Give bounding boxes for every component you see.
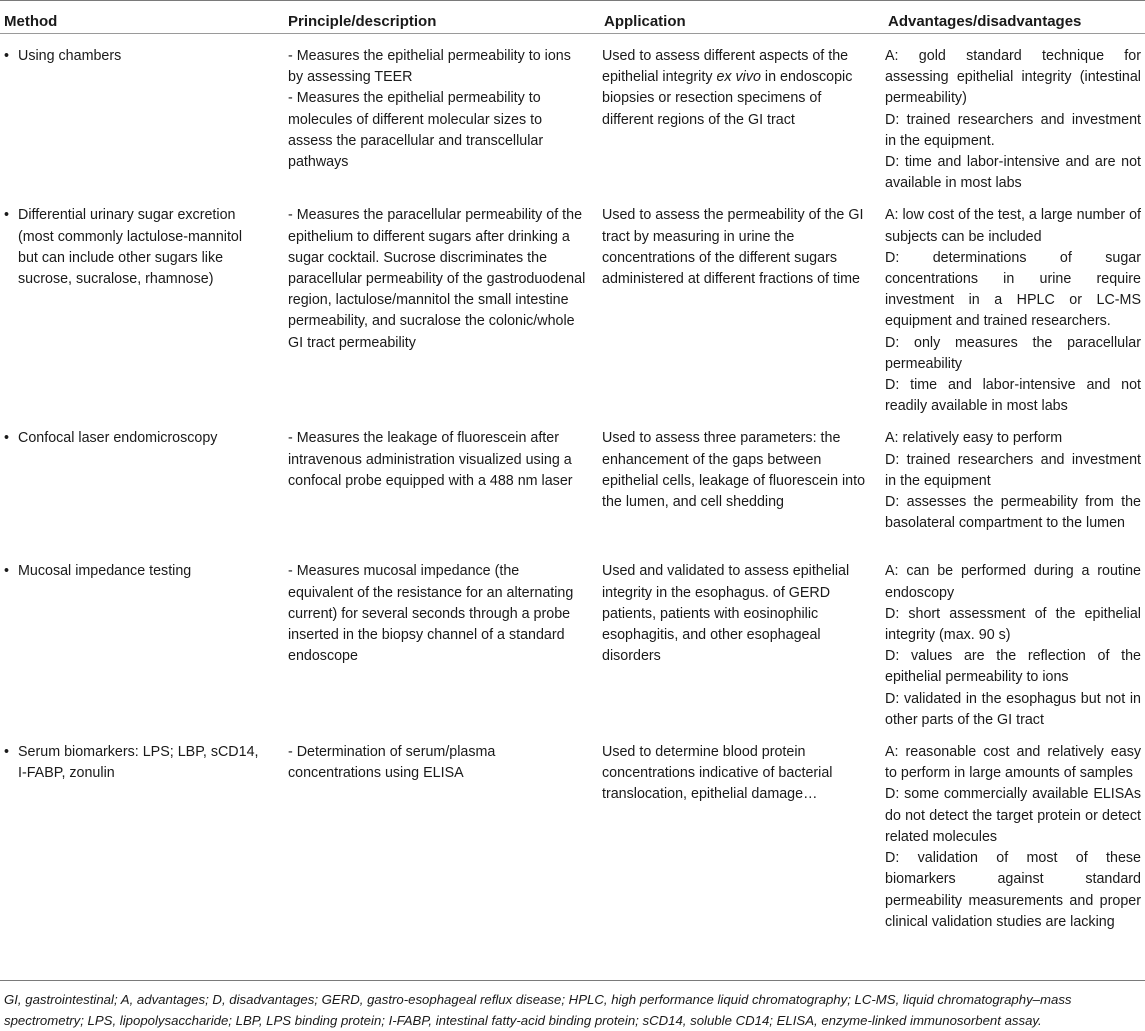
application-text: Used to assess the permeability of the GI tract by measuring in urine the concentrations of the different sugars administered at different fractions of time <box>602 207 864 288</box>
application-cell <box>600 550 884 731</box>
principle-cell <box>284 194 600 417</box>
header-application: Application <box>600 1 884 34</box>
method-cell <box>0 550 284 731</box>
application-cell <box>600 417 884 550</box>
method-text: Differential urinary sugar excretion (most commonly lactulose-mannitol but can include other sugars like sucrose, sucralose, rhamnose) <box>18 207 243 288</box>
method-cell <box>0 34 284 195</box>
advantages-cell <box>884 417 1145 550</box>
method-cell <box>0 417 284 550</box>
bullet-marker: • <box>4 48 10 64</box>
table-row <box>0 550 1145 731</box>
application-text: Used and validated to assess epithelial integrity in the esophagus. of GERD patients, patients with eosinophilic esophagitis, and other esophageal disorders <box>602 563 850 665</box>
principle-cell <box>284 417 600 550</box>
principle-cell <box>284 34 600 195</box>
disadvantage-item: D: assesses the permeability from the basolateral compartment to the lumen <box>885 494 1141 532</box>
application-cell <box>600 731 884 971</box>
table-row <box>0 417 1145 550</box>
advantages-cell <box>884 34 1145 195</box>
disadvantage-item: D: short assessment of the epithelial integrity (max. 90 s) <box>885 605 1141 644</box>
header-method: Method <box>0 1 284 34</box>
advantage-item: A: low cost of the test, a large number of subjects can be included <box>885 207 1141 245</box>
method-text: Serum biomarkers: LPS; LBP, sCD14, I-FABP, zonulin <box>18 744 259 782</box>
bullet-marker: • <box>4 563 10 580</box>
disadvantage-item: D: only measures the paracellular permeability <box>885 334 1141 372</box>
bullet-marker: • <box>4 430 10 447</box>
application-text: in endoscopic biopsies or resection specimens of different regions of the GI tract <box>602 69 853 128</box>
method-text: Mucosal impedance testing <box>18 563 192 580</box>
application-cell <box>600 34 884 195</box>
header-principle: Principle/description <box>284 1 600 34</box>
disadvantage-item: D: time and labor-intensive and not readily available in most labs <box>885 377 1141 415</box>
advantages-cell <box>884 550 1145 731</box>
principle-text: - Measures the leakage of fluorescein after intravenous administration visualized using a confocal probe equipped with a 488 nm laser <box>288 430 573 489</box>
principle-text: - Measures mucosal impedance (the equivalent of the resistance for an alternating current) for several seconds through a probe inserted in the biopsy channel of a standard endoscope <box>288 563 574 665</box>
table-row <box>0 34 1145 195</box>
advantage-item: A: reasonable cost and relatively easy to perform in large amounts of samples <box>885 744 1141 782</box>
application-cell <box>600 194 884 417</box>
bullet-marker: • <box>4 744 10 761</box>
advantage-item: A: can be performed during a routine endoscopy <box>885 563 1141 601</box>
principle-text: - Determination of serum/plasma concentrations using ELISA <box>288 744 496 782</box>
method-text: Using chambers <box>18 48 122 64</box>
table-header-row <box>0 1 1145 34</box>
bullet-marker: • <box>4 207 10 224</box>
disadvantage-item: D: time and labor-intensive and are not available in most labs <box>885 154 1141 192</box>
disadvantage-item: D: validated in the esophagus but not in other parts of the GI tract <box>885 690 1141 728</box>
method-cell <box>0 194 284 417</box>
disadvantage-item: D: values are the reflection of the epithelial permeability to ions <box>885 648 1141 686</box>
table-row <box>0 731 1145 971</box>
table-footnote: GI, gastrointestinal; A, advantages; D, disadvantages; GERD, gastro-esophageal reflux disease; HPLC, high performance liquid chromatography; LC-MS, liquid chromatography–mass spectrometry; LPS, lipopolysaccharide; LBP, LPS binding protein; I-FABP, intestinal fatty-acid binding protein; sCD14, soluble CD14; ELISA, enzyme-linked immunosorbent assay. <box>4 992 1072 1028</box>
advantages-cell <box>884 731 1145 971</box>
disadvantage-item: D: some commercially available ELISAs do not detect the target protein or detect related molecules <box>885 786 1141 845</box>
principle-cell <box>284 731 600 971</box>
header-advantages: Advantages/disadvantages <box>884 1 1145 34</box>
method-text: Confocal laser endomicroscopy <box>18 430 218 447</box>
disadvantage-item: D: trained researchers and investment in the equipment. <box>885 111 1141 149</box>
application-italic-text: ex vivo <box>716 69 761 86</box>
advantages-cell <box>884 194 1145 417</box>
advantage-item: A: gold standard technique for assessing epithelial integrity (intestinal permeability) <box>885 48 1141 107</box>
method-cell <box>0 731 284 971</box>
principle-text: - Measures the epithelial permeability to molecules of different molecular sizes to assess the paracellular and transcellular pathways <box>288 90 544 171</box>
principle-cell <box>284 550 600 731</box>
table-bottom-rule <box>0 980 1145 981</box>
application-text: Used to assess three parameters: the enhancement of the gaps between epithelial cells, leakage of fluorescein into the lumen, and cell shedding <box>602 430 866 511</box>
principle-text: - Measures the paracellular permeability of the epithelium to different sugars after drinking a sugar cocktail. Sucrose discriminates the paracellular permeability of the gastroduodenal region, lactulose/mannitol the small intestine permeability, and sucralose the colonic/whole GI tract permeability <box>288 207 586 351</box>
disadvantage-item: D: validation of most of these biomarkers against standard permeability measurements and proper clinical validation studies are lacking <box>885 850 1141 930</box>
table-row <box>0 194 1145 417</box>
application-text: Used to assess different aspects of the epithelial integrity <box>602 48 849 86</box>
advantage-item: A: relatively easy to perform <box>885 430 1063 447</box>
principle-text: - Measures the epithelial permeability to ions by assessing TEER <box>288 48 571 86</box>
disadvantage-item: D: determinations of sugar concentrations in urine require investment in a HPLC or LC-MS equipment and trained researchers. <box>885 249 1141 330</box>
application-text: Used to determine blood protein concentrations indicative of bacterial translocation, epithelial damage… <box>602 744 833 803</box>
disadvantage-item: D: trained researchers and investment in the equipment <box>885 451 1141 489</box>
